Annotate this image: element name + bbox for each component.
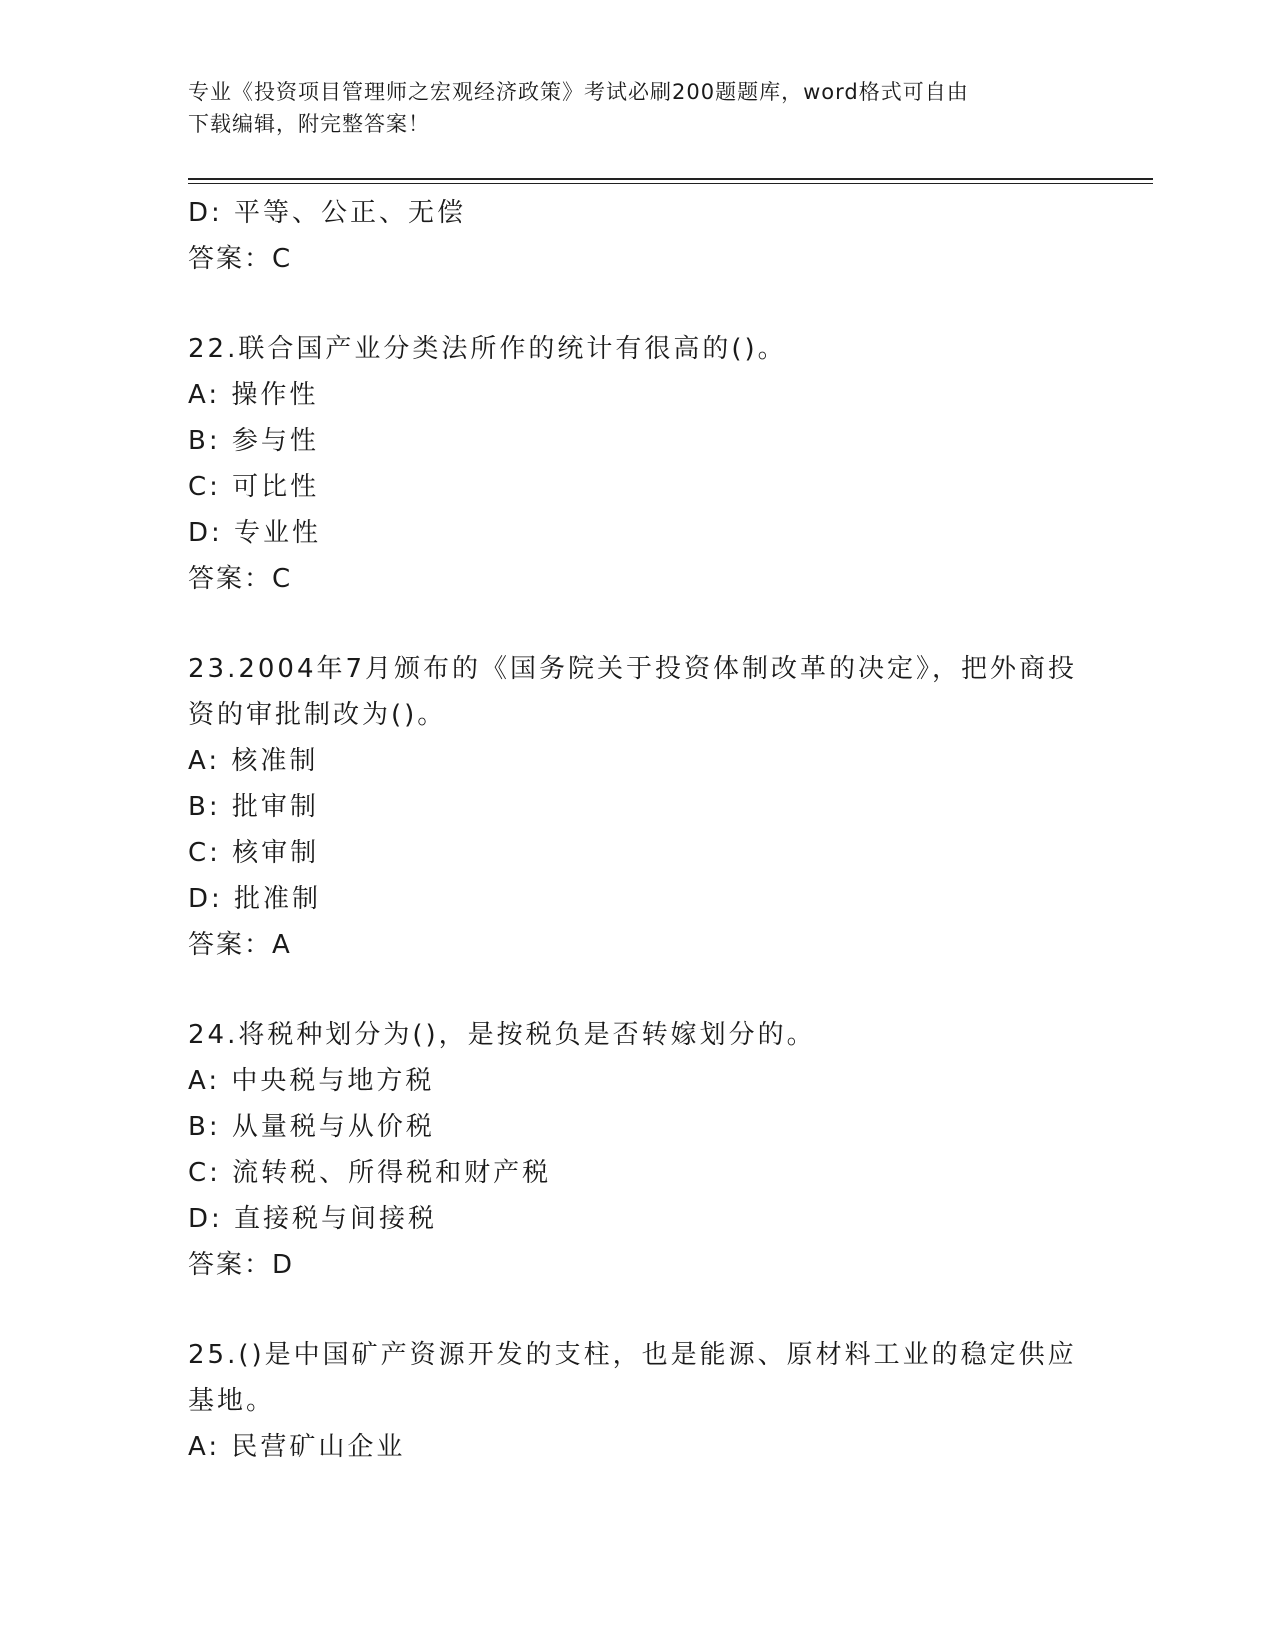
header-line-1: 专业《投资项目管理师之宏观经济政策》考试必刷200题题库，word格式可自由: [188, 80, 969, 104]
option-a: A: 中央税与地方税: [188, 1066, 435, 1096]
question-22: [188, 326, 1088, 602]
spacer: [188, 602, 1088, 646]
answer: 答案：D: [188, 1250, 295, 1280]
question-23: [188, 646, 1088, 968]
question-text: 25.()是中国矿产资源开发的支柱，也是能源、原材料工业的稳定供应: [188, 1340, 1077, 1370]
question-text-cont: 基地。: [188, 1386, 276, 1416]
option-b: B: 批审制: [188, 792, 319, 822]
page-header: [188, 76, 1088, 140]
question-text: 24.将税种划分为()，是按税负是否转嫁划分的。: [188, 1020, 816, 1050]
option-d: D: 专业性: [188, 518, 322, 548]
answer: 答案：A: [188, 930, 292, 960]
spacer: [188, 282, 1088, 326]
header-rule-thin: [188, 183, 1153, 184]
option-c: C: 可比性: [188, 472, 320, 502]
prev-option-d: D: 平等、公正、无偿: [188, 198, 467, 228]
spacer: [188, 968, 1088, 1012]
option-a: A: 核准制: [188, 746, 319, 776]
option-d: D: 批准制: [188, 884, 322, 914]
question-text: 23.2004年7月颁布的《国务院关于投资体制改革的决定》，把外商投: [188, 654, 1078, 684]
answer: 答案：C: [188, 564, 293, 594]
question-list: [188, 190, 1088, 1470]
header-rule-thick: [188, 178, 1153, 180]
question-24: [188, 1012, 1088, 1288]
option-d: D: 直接税与间接税: [188, 1204, 438, 1234]
prev-answer: 答案：C: [188, 244, 293, 274]
option-b: B: 从量税与从价税: [188, 1112, 435, 1142]
spacer: [188, 1288, 1088, 1332]
question-text: 22.联合国产业分类法所作的统计有很高的()。: [188, 334, 787, 364]
header-line-2: 下载编辑，附完整答案！: [188, 112, 430, 136]
option-b: B: 参与性: [188, 426, 319, 456]
question-25: [188, 1332, 1088, 1470]
question-text-cont: 资的审批制改为()。: [188, 700, 447, 730]
option-a: A: 操作性: [188, 380, 319, 410]
option-a: A: 民营矿山企业: [188, 1432, 406, 1462]
option-c: C: 流转税、所得税和财产税: [188, 1158, 552, 1188]
option-c: C: 核审制: [188, 838, 320, 868]
